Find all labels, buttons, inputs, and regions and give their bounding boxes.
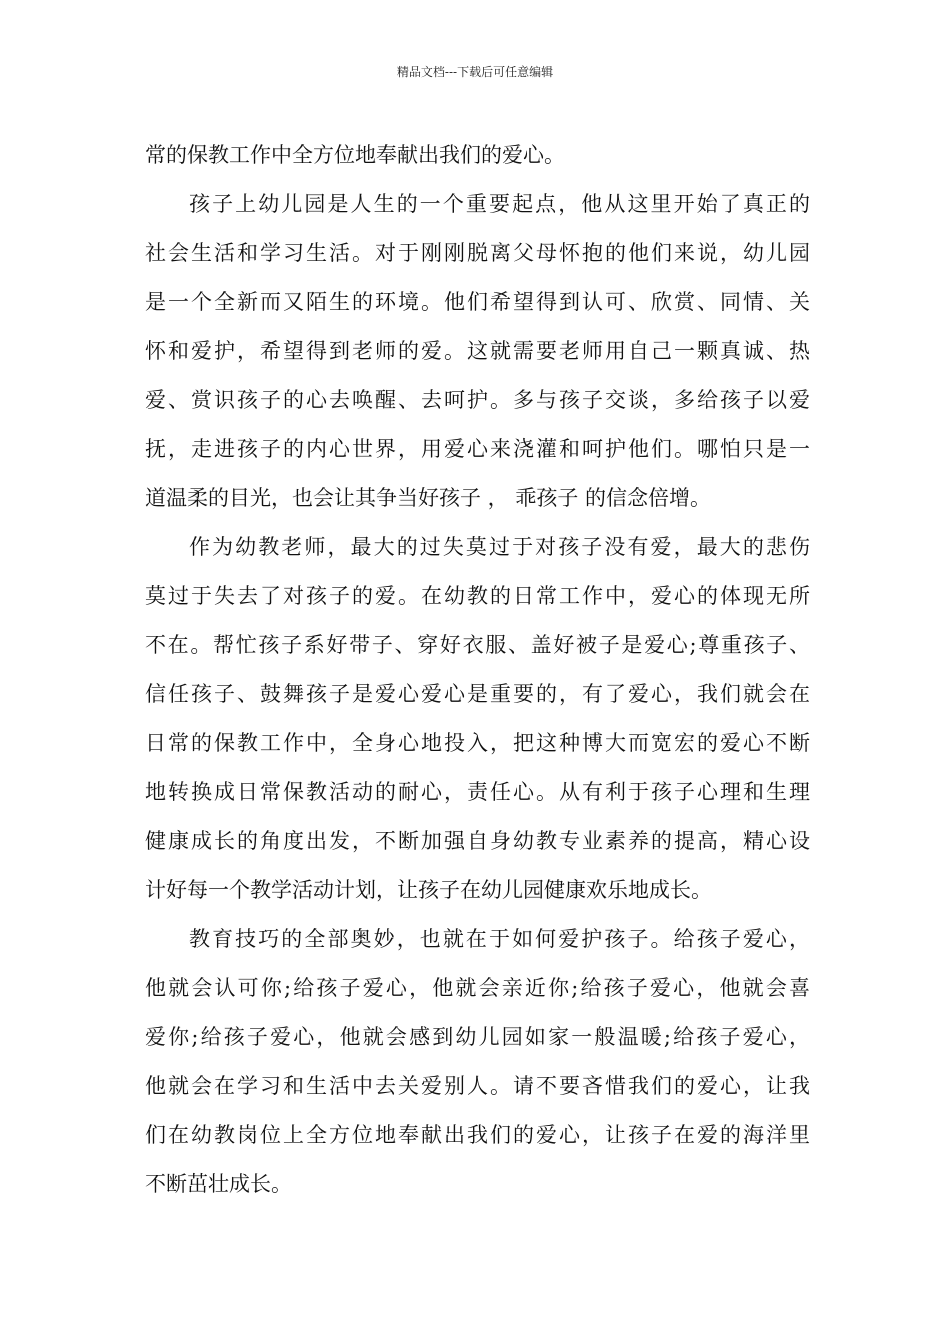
text-line: 社会生活和学习生活。对于刚刚脱离父母怀抱的他们来说，幼儿园 [145,241,810,265]
text-line: 地转换成日常保教活动的耐心，责任心。从有利于孩子心理和生理 [145,780,810,804]
text-line: 健康成长的角度出发，不断加强自身幼教专业素养的提高，精心设 [145,829,810,853]
text-line: 日常的保教工作中，全身心地投入，把这种博大而宽宏的爱心不断 [145,731,810,755]
text-line: 爱、赏识孩子的心去唤醒、去呵护。多与孩子交谈，多给孩子以爱 [145,388,810,412]
paragraph-4 [145,915,810,1209]
text-line: 们在幼教岗位上全方位地奉献出我们的爱心，让孩子在爱的海洋里 [145,1123,810,1147]
text-line: 不在。帮忙孩子系好带子、穿好衣服、盖好被子是爱心;尊重孩子、 [145,633,810,657]
text-line: 孩子上幼儿园是人生的一个重要起点，他从这里开始了真正的 [189,192,810,216]
text-line: 教育技巧的全部奥妙，也就在于如何爱护孩子。给孩子爱心， [189,927,810,951]
text-line: 他就会认可你;给孩子爱心，他就会亲近你;给孩子爱心，他就会喜 [145,976,810,1000]
text-line: 怀和爱护，希望得到老师的爱。这就需要老师用自己一颗真诚、热 [145,339,810,363]
page-header: 精品文档---下载后可任意编辑 [396,65,554,79]
document-body [145,131,810,1209]
text-line: 计好每一个教学活动计划，让孩子在幼儿园健康欢乐地成长。 [145,878,712,902]
paragraph-1 [145,131,810,180]
paragraph-3 [145,523,810,915]
text-line: 道温柔的目光，也会让其争当好孩子 ， 乖孩子 的信念倍增。 [145,486,712,510]
text-line: 不断茁壮成长。 [145,1172,292,1196]
text-line: 抚，走进孩子的内心世界，用爱心来浇灌和呵护他们。哪怕只是一 [145,437,810,461]
text-line: 常的保教工作中全方位地奉献出我们的爱心。 [145,143,565,167]
text-line: 信任孩子、鼓舞孩子是爱心爱心是重要的，有了爱心，我们就会在 [145,682,810,706]
text-line: 作为幼教老师，最大的过失莫过于对孩子没有爱，最大的悲伤 [189,535,810,559]
text-line: 是一个全新而又陌生的环境。他们希望得到认可、欣赏、同情、关 [145,290,810,314]
text-line: 莫过于失去了对孩子的爱。在幼教的日常工作中，爱心的体现无所 [145,584,810,608]
text-line: 爱你;给孩子爱心，他就会感到幼儿园如家一般温暖;给孩子爱心， [145,1025,810,1049]
paragraph-2 [145,180,810,523]
text-line: 他就会在学习和生活中去关爱别人。请不要吝惜我们的爱心，让我 [145,1074,810,1098]
